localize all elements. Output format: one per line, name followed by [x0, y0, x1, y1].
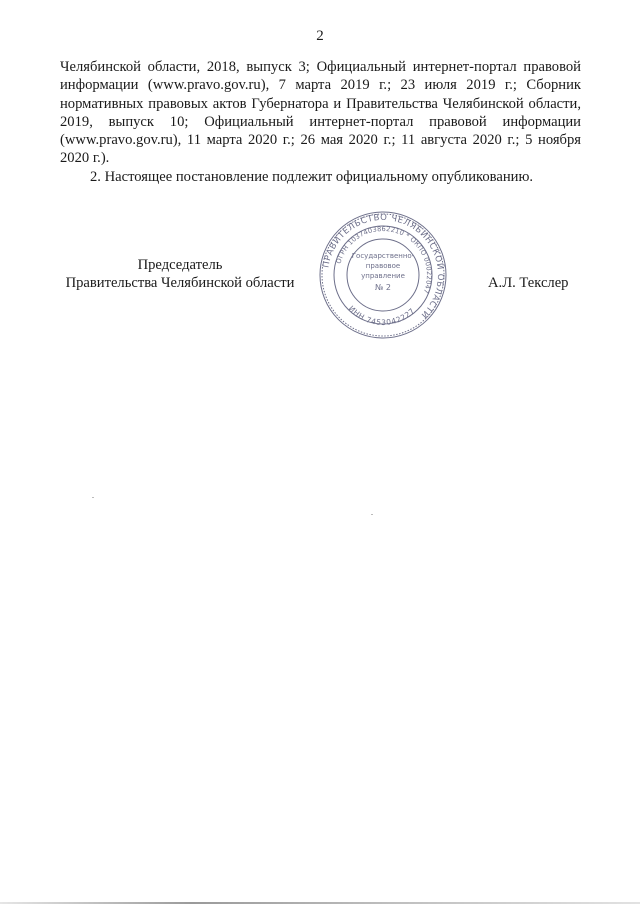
- paragraph-item-2: 2. Настоящее постановление подлежит официальному опубликованию.: [90, 168, 534, 185]
- scan-speck: [92, 497, 94, 498]
- scan-bottom-edge: [0, 902, 640, 904]
- seal-inner-line1: Государственно-: [351, 252, 415, 260]
- paragraph-continuation: Челябинской области, 2018, выпуск 3; Официальный интернет-портал правовой информации (www.pravo.gov.ru), 7 марта 2019 г.; 23 июля 2019 г.; Сборник нормативных правовых актов Губернатора и Правительства Челябинской области, 2019, выпуск 10; Официальный интернет-портал правовой информации (www.pravo.gov.ru), 11 марта 2020 г.; 26 мая 2020 г.; 11 августа 2020 г.; 5 ноября 2020 г.).: [60, 59, 581, 167]
- scan-speck: [371, 514, 373, 515]
- signatory-position-line2: Правительства Челябинской области: [65, 275, 295, 291]
- seal-outer-text: ПРАВИТЕЛЬСТВО ЧЕЛЯБИНСКОЙ ОБЛАСТИ: [321, 212, 446, 321]
- document-body: [60, 58, 581, 186]
- seal-inner-line4: № 2: [375, 283, 391, 292]
- seal-middle-text: ОГРН 1037403862210 * ОКПО 00022047: [334, 224, 434, 295]
- seal-inner-line3: управление: [361, 272, 405, 280]
- svg-text:ИНН 7453042227: [347, 304, 417, 327]
- official-seal: [318, 210, 448, 340]
- seal-inner-line2: правовое: [365, 262, 401, 270]
- signatory-position: [50, 256, 310, 292]
- signatory-name: А.Л. Текслер: [488, 275, 569, 291]
- page-number: 2: [316, 28, 324, 44]
- seal-inn-text: ИНН 7453042227: [346, 303, 417, 328]
- signatory-position-line1: Председатель: [137, 257, 223, 273]
